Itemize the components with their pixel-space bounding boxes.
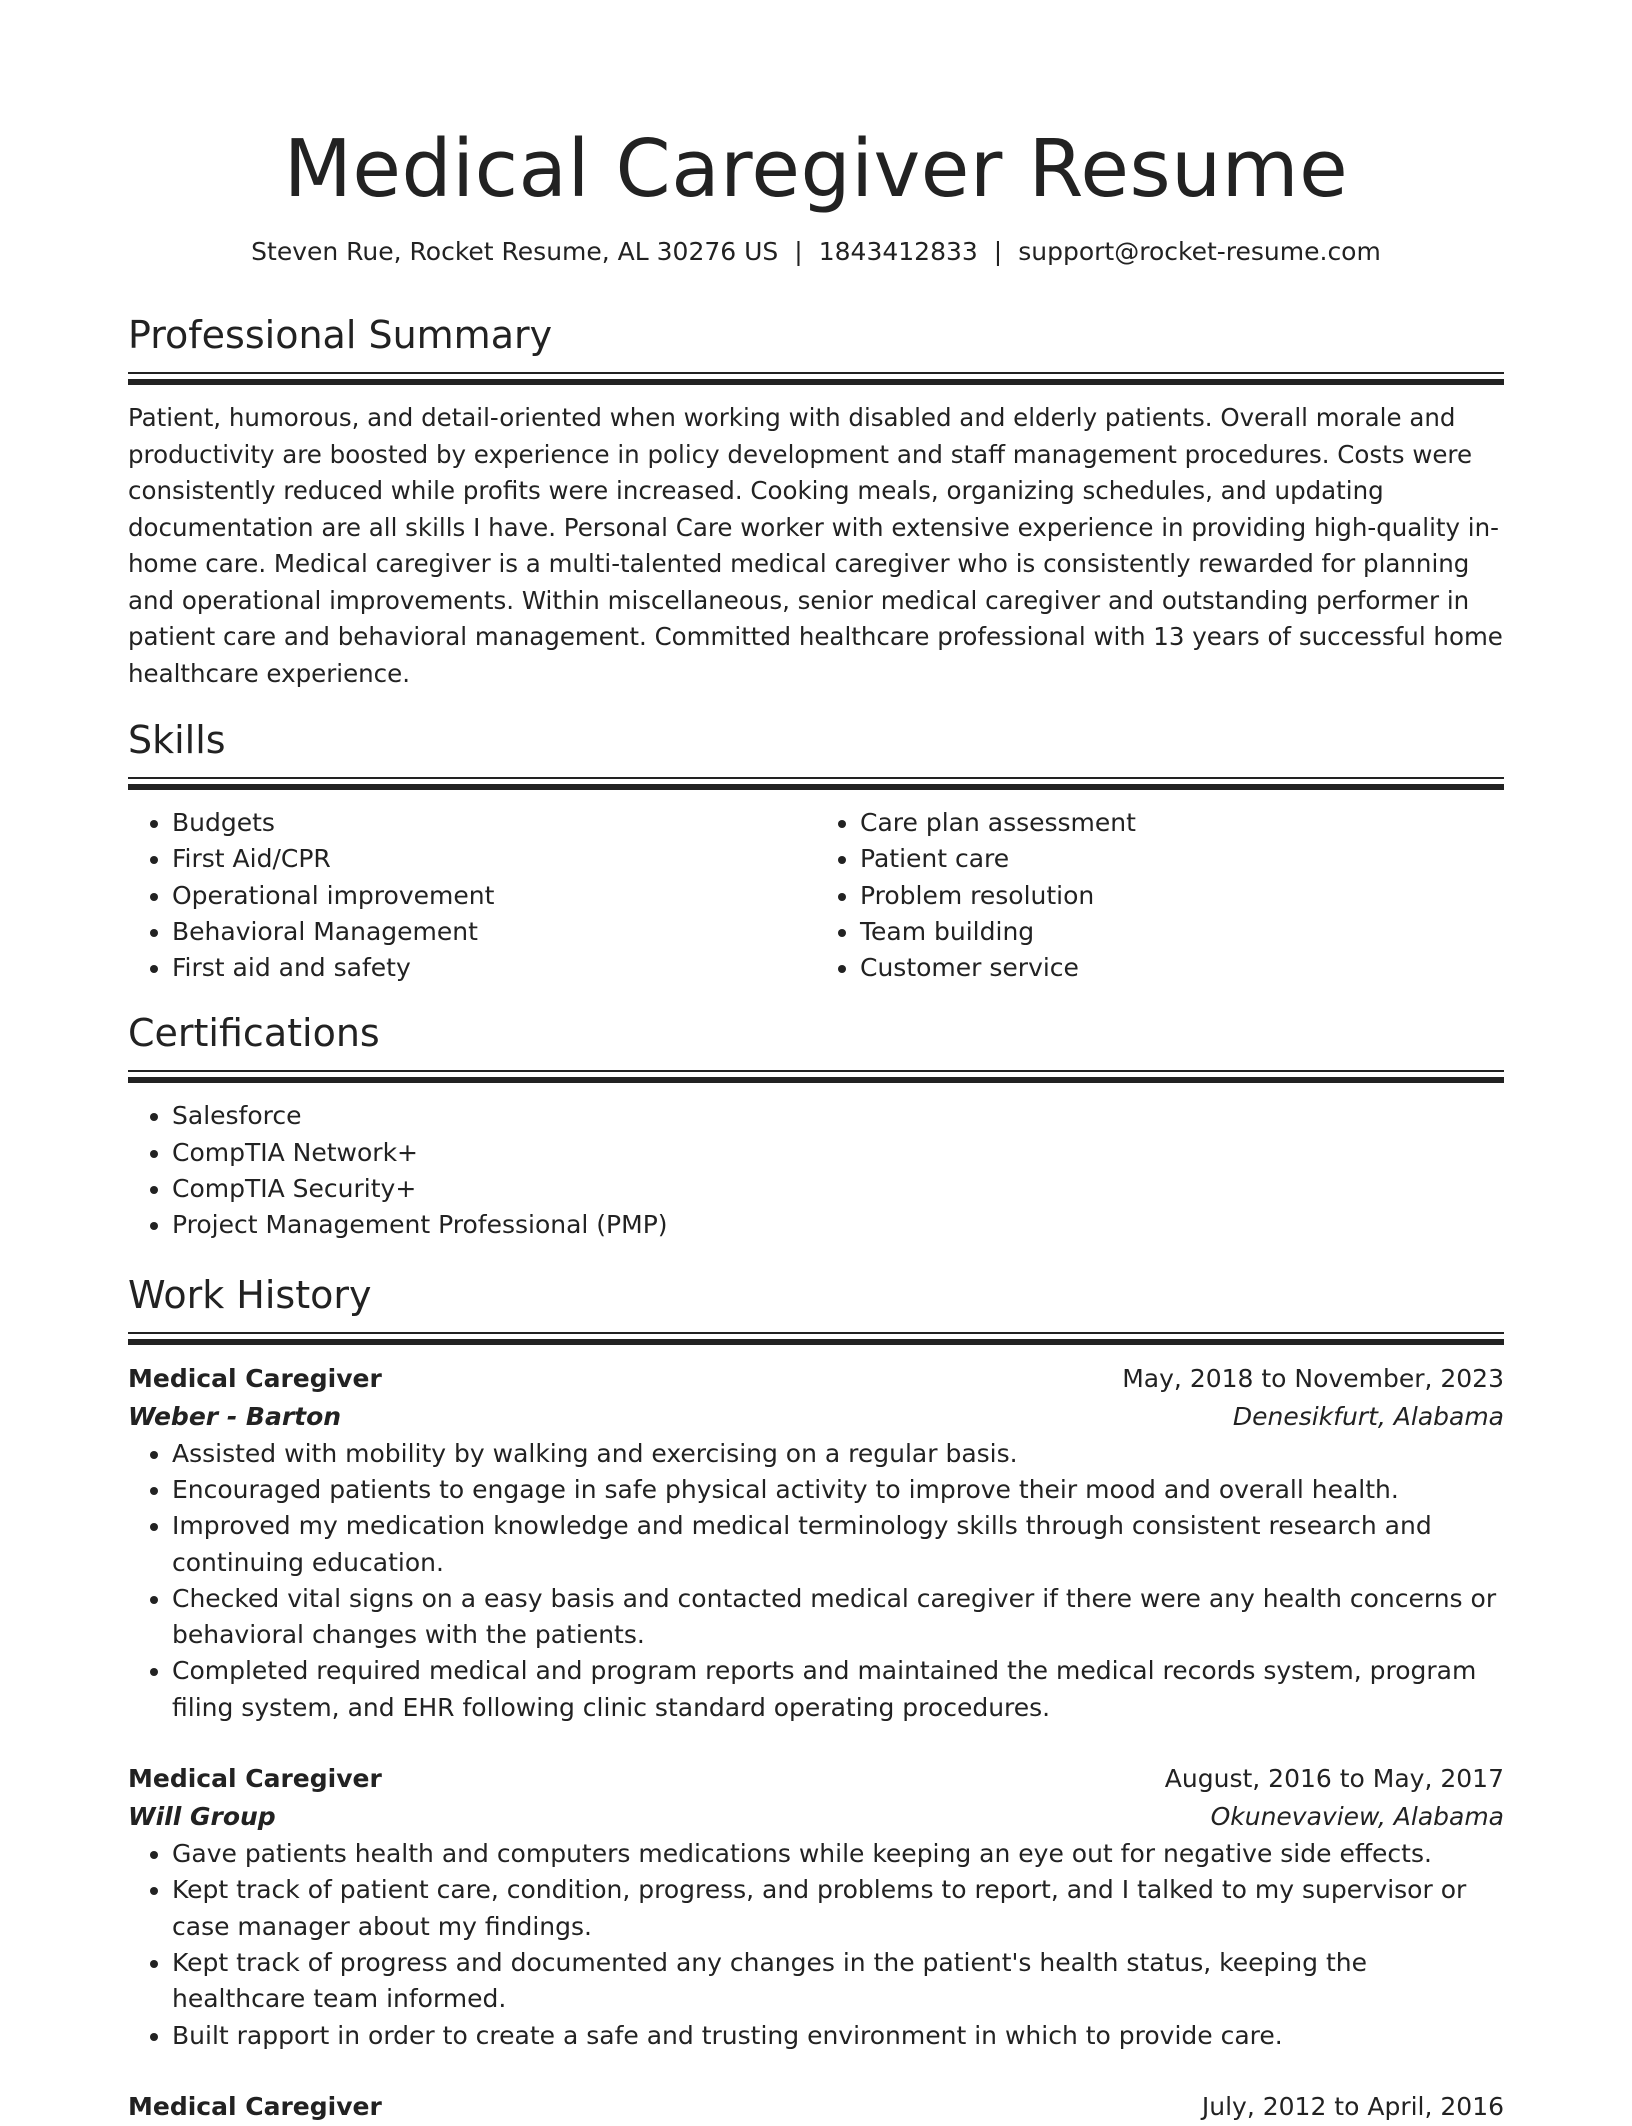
skill-item: • Operational improvement [172,878,816,914]
job-duty: • Assisted with mobility by walking and exercising on a regular basis. [172,1436,1504,1472]
section-divider [128,1332,1504,1346]
job-duties [128,1436,1504,1726]
work-history-section [128,1272,1504,2126]
skill-item: • First aid and safety [172,950,816,986]
certification-item: • Project Management Professional (PMP) [172,1207,1504,1243]
contact-phone: 1843412833 [818,237,978,266]
certifications-section [128,1010,1504,1243]
summary-heading: Professional Summary [128,313,553,357]
job-dates: July, 2012 to April, 2016 [1201,2091,1504,2121]
job-duty: • Kept track of progress and documented any changes in the patient's health status, keeping the healthcare team informed. [172,1945,1504,2018]
certification-item: • Salesforce [172,1098,1504,1134]
contact-separator: | [993,237,1003,266]
job-duties [128,1836,1504,2054]
certification-item: • CompTIA Security+ [172,1171,1504,1207]
job-entry [128,1360,1504,1726]
job-duty: • Gave patients health and computers medications while keeping an eye out for negative side effects. [172,1836,1504,1872]
section-divider [128,1070,1504,1084]
job-title: Medical Caregiver [128,2091,382,2121]
job-duty: • Built rapport in order to create a safe and trusting environment in which to provide care. [172,2018,1504,2054]
summary-section [128,312,1504,692]
section-divider [128,777,1504,791]
resume-page [128,0,1504,2126]
job-dates: August, 2016 to May, 2017 [1164,1764,1504,1794]
certification-item: • CompTIA Network+ [172,1135,1504,1171]
job-location: Denesikfurt, Alabama [1232,1401,1504,1431]
job-duty: • Improved my medication knowledge and medical terminology skills through consistent research and continuing education. [172,1508,1504,1581]
skill-item: • Patient care [860,841,1504,877]
job-duty: • Encouraged patients to engage in safe physical activity to improve their mood and overall health. [172,1472,1504,1508]
work-history-heading: Work History [128,1272,372,1317]
section-divider [128,372,1504,386]
job-header [128,2088,1504,2126]
job-dates: May, 2018 to November, 2023 [1122,1363,1504,1393]
contact-email: support@rocket-resume.com [1018,237,1381,266]
job-subheader [128,1398,1504,1436]
contact-address: Steven Rue, Rocket Resume, AL 30276 US [251,237,779,266]
skills-list-left [128,805,816,986]
job-location: Okunevaview, Alabama [1210,1802,1504,1832]
skills-list-right [816,805,1504,986]
skill-item: • Customer service [860,950,1504,986]
job-company: Will Group [128,1802,276,1832]
page-title: Medical Caregiver Resume [283,123,1349,215]
job-header [128,1760,1504,1798]
certifications-heading: Certifications [128,1011,380,1056]
job-header [128,1360,1504,1398]
summary-text: Patient, humorous, and detail-oriented when working with disabled and elderly patients. Overall morale and productivity are boosted by experience in policy development and staff management procedures. Costs were consistently reduced while profits were increased. Cooking meals, organizing schedules, and updating documentation are all skills I have. Personal Care worker with extensive experience in providing high-quality in-home care. Medical caregiver is a multi-talented medical caregiver who is consistently rewarded for planning and operational improvements. Within miscellaneous, senior medical caregiver and outstanding performer in patient care and behavioral management. Committed healthcare professional with 13 years of successful home healthcare experience. [128,403,1503,688]
job-entry [128,2088,1504,2126]
contact-line [128,234,1504,270]
skill-item: • Care plan assessment [860,805,1504,841]
skill-item: • Problem resolution [860,878,1504,914]
job-title: Medical Caregiver [128,1764,382,1794]
skill-item: • First Aid/CPR [172,841,816,877]
skill-item: • Team building [860,914,1504,950]
skill-item: • Budgets [172,805,816,841]
skills-heading: Skills [128,718,226,762]
skill-item: • Behavioral Management [172,914,816,950]
skills-section [128,717,1504,986]
job-subheader [128,1798,1504,1836]
job-duty: • Kept track of patient care, condition, progress, and problems to report, and I talked to my supervisor or case manager about my findings. [172,1872,1504,1945]
contact-separator: | [794,237,803,266]
job-duty: • Checked vital signs on a easy basis and contacted medical caregiver if there were any health concerns or behavioral changes with the patients. [172,1581,1504,1654]
job-entry [128,1760,1504,2054]
skills-grid [128,805,1504,986]
certifications-list [128,1098,1504,1243]
job-duty: • Completed required medical and program reports and maintained the medical records system, program filing system, and EHR following clinic standard operating procedures. [172,1653,1504,1726]
job-title: Medical Caregiver [128,1363,382,1393]
job-company: Weber - Barton [128,1401,342,1431]
